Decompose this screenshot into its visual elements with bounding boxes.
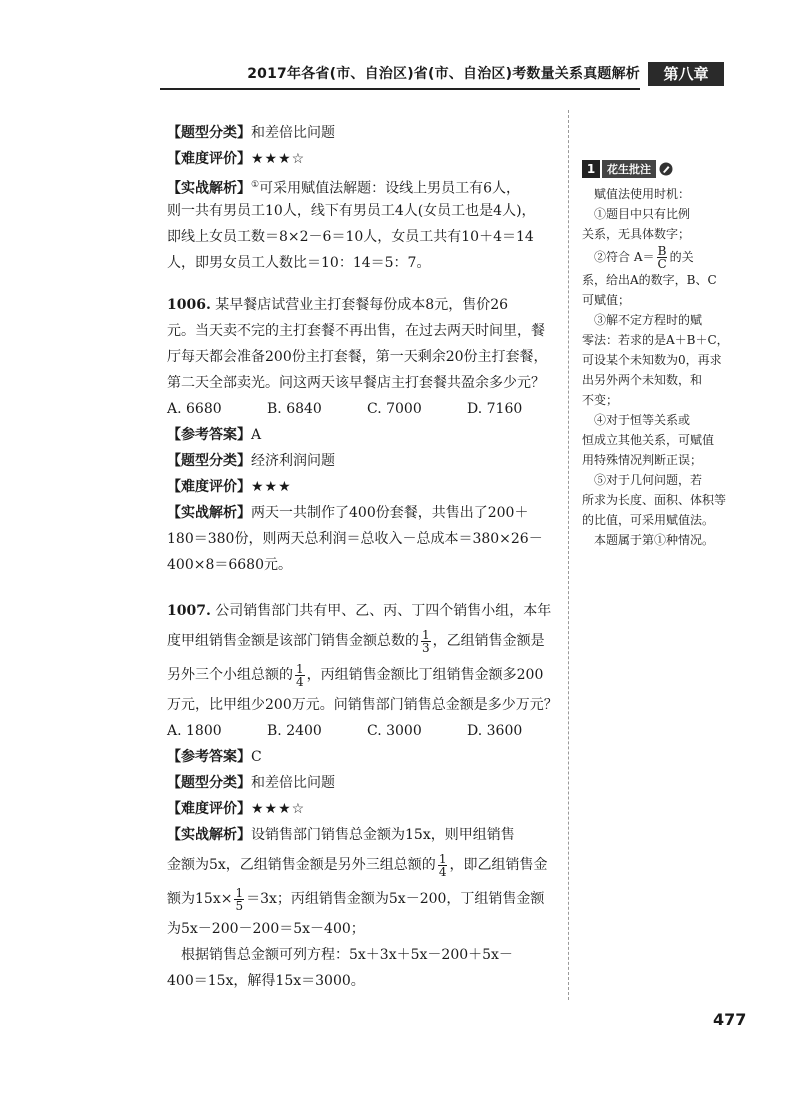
note-line: 的比值，可采用赋值法。 (582, 513, 715, 527)
q1007-difficulty: 【难度评价】★★★☆ (167, 801, 306, 817)
note-line: 可赋值； (582, 293, 631, 307)
q-prev-type: 【题型分类】和差倍比问题 (167, 125, 335, 141)
q1007-stem: 1007. 公司销售部门共有甲、乙、丙、丁四个销售小组，本年 (167, 603, 552, 619)
q1007-stem-line: 万元，比甲组少200万元。问销售部门销售总金额是多少万元？ (167, 697, 558, 713)
note-line: 恒成立其他关系，可赋值 (582, 433, 715, 447)
side-note-header (582, 158, 787, 180)
q1007-analysis-line: 金额为5x，乙组销售金额是另外三组总额的 $\frac{1}{4}$ ，即乙组销售金 (167, 851, 548, 879)
q1006-stem-line: 第二天全部卖光。问这两天该早餐店主打套餐共盈余多少元？ (167, 375, 545, 391)
note-line: 出另外两个未知数，和 (582, 373, 703, 387)
q1006-stem-line: 元。当天卖不完的主打套餐不再出售，在过去两天时间里，餐 (167, 323, 545, 339)
pen-icon (659, 162, 673, 176)
note-line: ③解不定方程时的赋 (594, 313, 703, 327)
note-line: ①题目中只有比例 (594, 207, 691, 221)
header-rule (160, 88, 640, 90)
q-prev-difficulty: 【难度评价】★★★☆ (167, 151, 306, 167)
q-prev-analysis-line: 即线上女员工数＝8×2－6＝10人，女员工共有10＋4＝14 (167, 229, 534, 245)
q1006-options (167, 396, 557, 422)
q1007-analysis: 【实战解析】设销售部门销售总金额为15x，则甲组销售 (167, 827, 515, 843)
option-c: C. 3000 (367, 723, 422, 739)
note-line: 不变； (582, 393, 619, 407)
note-line: 所求为长度、面积、体积等 (582, 493, 727, 507)
q1006-answer: 【参考答案】A (167, 427, 262, 443)
fraction: $\frac{B}{C}$ (657, 244, 667, 271)
q1007-stem-line: 度甲组销售金额是该部门销售金额总数的 $\frac{1}{3}$ ，乙组销售金额是 (167, 627, 545, 655)
q1007-analysis-line: 400＝15x，解得15x＝3000。 (167, 973, 365, 989)
option-a: A. 1800 (167, 723, 222, 739)
note-line: 用特殊情况判断正误； (582, 453, 703, 467)
note-line: 系，给出A的数字，B、C (582, 273, 717, 287)
q1007-answer: 【参考答案】C (167, 749, 262, 765)
note-line: 零法：若求的是A＋B＋C， (582, 333, 729, 347)
fraction: $\frac{1}{4}$ (296, 661, 304, 689)
note-number-badge: 1 (582, 160, 600, 178)
note-label: 花生批注 (602, 160, 656, 178)
note-line: ④对于恒等关系或 (594, 413, 691, 427)
page-number: 477 (713, 1010, 747, 1029)
option-b: B. 6840 (267, 401, 322, 417)
chapter-badge: 第八章 (648, 62, 724, 86)
note-line: 可设某个未知数为0，再求 (582, 353, 722, 367)
main-column (167, 120, 557, 994)
q1007-options (167, 718, 557, 744)
note-line: ⑤对于几何问题，若 (594, 473, 703, 487)
page-header (0, 64, 800, 88)
q1006-stem: 1006. 某早餐店试营业主打套餐每份成本8元，售价26 (167, 297, 509, 313)
q1007-type: 【题型分类】和差倍比问题 (167, 775, 335, 791)
note-line: ②符合 A＝ $\frac{B}{C}$ 的关 (594, 244, 694, 271)
option-c: C. 7000 (367, 401, 422, 417)
q1007-analysis-line: 额为15x× $\frac{1}{5}$ ＝3x；丙组销售金额为5x－200，丁组销售金额 (167, 885, 545, 913)
q1007-analysis-line: 根据销售总金额可列方程：5x＋3x＋5x－200＋5x－ (181, 947, 513, 963)
note-line: 关系，无具体数字； (582, 227, 691, 241)
q-prev-analysis-line: 则一共有男员工10人，线下有男员工4人(女员工也是4人)， (167, 203, 536, 219)
q1006-difficulty: 【难度评价】★★★ (167, 479, 292, 495)
q1007-analysis-line: 为5x－200－200＝5x－400； (167, 921, 365, 937)
q1006-type: 【题型分类】经济利润问题 (167, 453, 335, 469)
option-d: D. 3600 (467, 723, 523, 739)
q1006-analysis-line: 400×8＝6680元。 (167, 557, 292, 573)
fraction: $\frac{1}{3}$ (422, 627, 430, 655)
q1006-analysis-line: 180＝380份，则两天总利润＝总收入－总成本＝380×26－ (167, 531, 543, 547)
fraction: $\frac{1}{5}$ (235, 885, 244, 913)
option-d: D. 7160 (467, 401, 523, 417)
header-title: 2017年各省(市、自治区)省(市、自治区)考数量关系真题解析 (247, 66, 640, 82)
side-note (582, 158, 787, 550)
q1006-analysis: 【实战解析】两天一共制作了400份套餐，共售出了200＋ (167, 505, 529, 521)
note-line: 本题属于第①种情况。 (594, 533, 715, 547)
q-prev-analysis: 【实战解析】①可采用赋值法解题：设线上男员工有6人， (167, 180, 520, 197)
note-line: 赋值法使用时机： (594, 187, 691, 201)
q-prev-analysis-line: 人，即男女员工人数比＝10：14＝5：7。 (167, 255, 431, 271)
q1007-stem-line: 另外三个小组总额的 $\frac{1}{4}$ ，丙组销售金额比丁组销售金额多200 (167, 661, 544, 689)
q1006-stem-line: 厅每天都会准备200份主打套餐，第一天剩余20份主打套餐， (167, 349, 548, 365)
fraction: $\frac{1}{4}$ (438, 851, 447, 879)
column-divider (568, 110, 570, 1000)
option-b: B. 2400 (267, 723, 322, 739)
option-a: A. 6680 (167, 401, 222, 417)
